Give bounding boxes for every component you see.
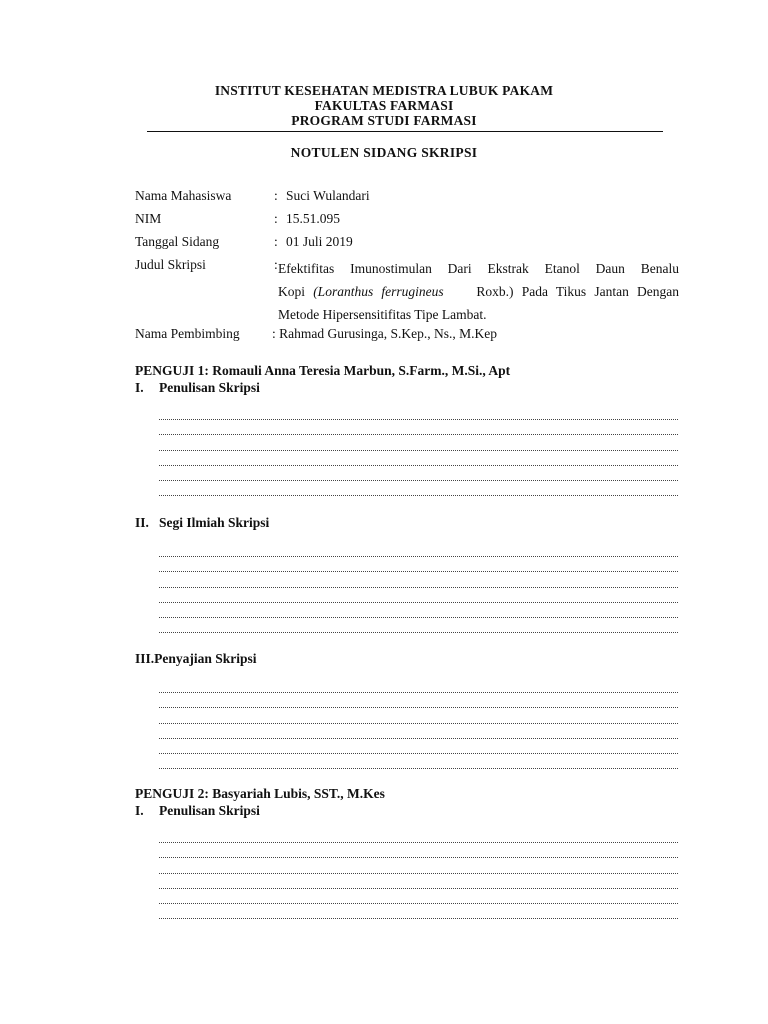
dotted-line [159,618,678,633]
institution-name: INSTITUT KESEHATAN MEDISTRA LUBUK PAKAM [214,83,554,98]
section-number: III. [135,651,155,666]
judul-value [278,257,679,326]
dotted-line [159,858,678,873]
colon: : [274,234,278,249]
section-number: II. [135,515,149,530]
dotted-line [159,572,678,587]
judul-text: Pada Tikus Jantan Dengan [521,284,680,299]
penguji-1-heading: PENGUJI 1: Romauli Anna Teresia Marbun, S.Farm., M.Si., Apt [135,363,511,378]
section-number: I. [135,380,144,395]
dotted-line [159,724,678,739]
dotted-line [159,542,678,557]
tanggal-label: Tanggal Sidang [135,234,220,249]
document-title: NOTULEN SIDANG SKRIPSI [290,145,478,160]
nim-label: NIM [135,211,162,226]
dotted-line [159,693,678,708]
judul-text: Kopi [278,284,305,299]
dotted-line [159,828,678,843]
p1-section-segi-ilmiah [135,515,269,531]
section-label: Penulisan Skripsi [159,803,260,818]
section-label: Penyajian Skripsi [154,651,257,666]
section-number: I. [135,803,144,818]
species-author [476,284,513,299]
dotted-line [159,435,678,450]
judul-line-1: Efektifitas Imunostimulan Dari Ekstrak Etanol Daun Benalu [278,261,679,276]
tanggal-value: 01 Juli 2019 [286,234,353,249]
dotted-line [159,708,678,723]
judul-line-2 [278,280,679,303]
dotted-line [159,451,678,466]
p1-section-penyajian [135,651,257,667]
colon: : [274,257,278,272]
program-name: PROGRAM STUDI FARMASI [291,113,477,128]
nama-value: Suci Wulandari [286,188,370,203]
dotted-line [159,904,678,919]
dotted-line [159,754,678,769]
nama-label: Nama Mahasiswa [135,188,232,203]
p1-segi-ilmiah-notes[interactable] [159,542,678,633]
institution-header [0,83,768,128]
dotted-line [159,603,678,618]
dotted-line [159,405,678,420]
p1-penulisan-notes[interactable] [159,405,678,496]
colon: : [274,188,278,203]
colon: : [274,211,278,226]
dotted-line [159,889,678,904]
dotted-line [159,874,678,889]
dotted-line [159,739,678,754]
judul-line-3: Metode Hipersensitifitas Tipe Lambat. [278,307,487,322]
p1-penyajian-notes[interactable] [159,678,678,769]
judul-label: Judul Skripsi [135,257,206,272]
faculty-name: FAKULTAS FARMASI [314,98,454,113]
roxb-text: Roxb.) [476,284,514,299]
dotted-line [159,420,678,435]
dotted-line [159,588,678,603]
penguji-2-heading: PENGUJI 2: Basyariah Lubis, SST., M.Kes [135,786,385,801]
dotted-line [159,557,678,572]
section-label: Segi Ilmiah Skripsi [159,515,270,530]
section-label: Penulisan Skripsi [159,380,260,395]
p2-section-penulisan [135,803,260,819]
p1-section-penulisan [135,380,260,396]
dotted-line [159,843,678,858]
dotted-line [159,678,678,693]
pembimbing-label: Nama Pembimbing [135,326,240,341]
p2-penulisan-notes[interactable] [159,828,678,919]
header-divider [147,131,663,132]
pembimbing-value: : Rahmad Gurusinga, S.Kep., Ns., M.Kep [272,326,497,341]
species-name: (Loranthus ferrugineus [313,284,444,299]
nim-value: 15.51.095 [286,211,340,226]
dotted-line [159,481,678,496]
dotted-line [159,466,678,481]
